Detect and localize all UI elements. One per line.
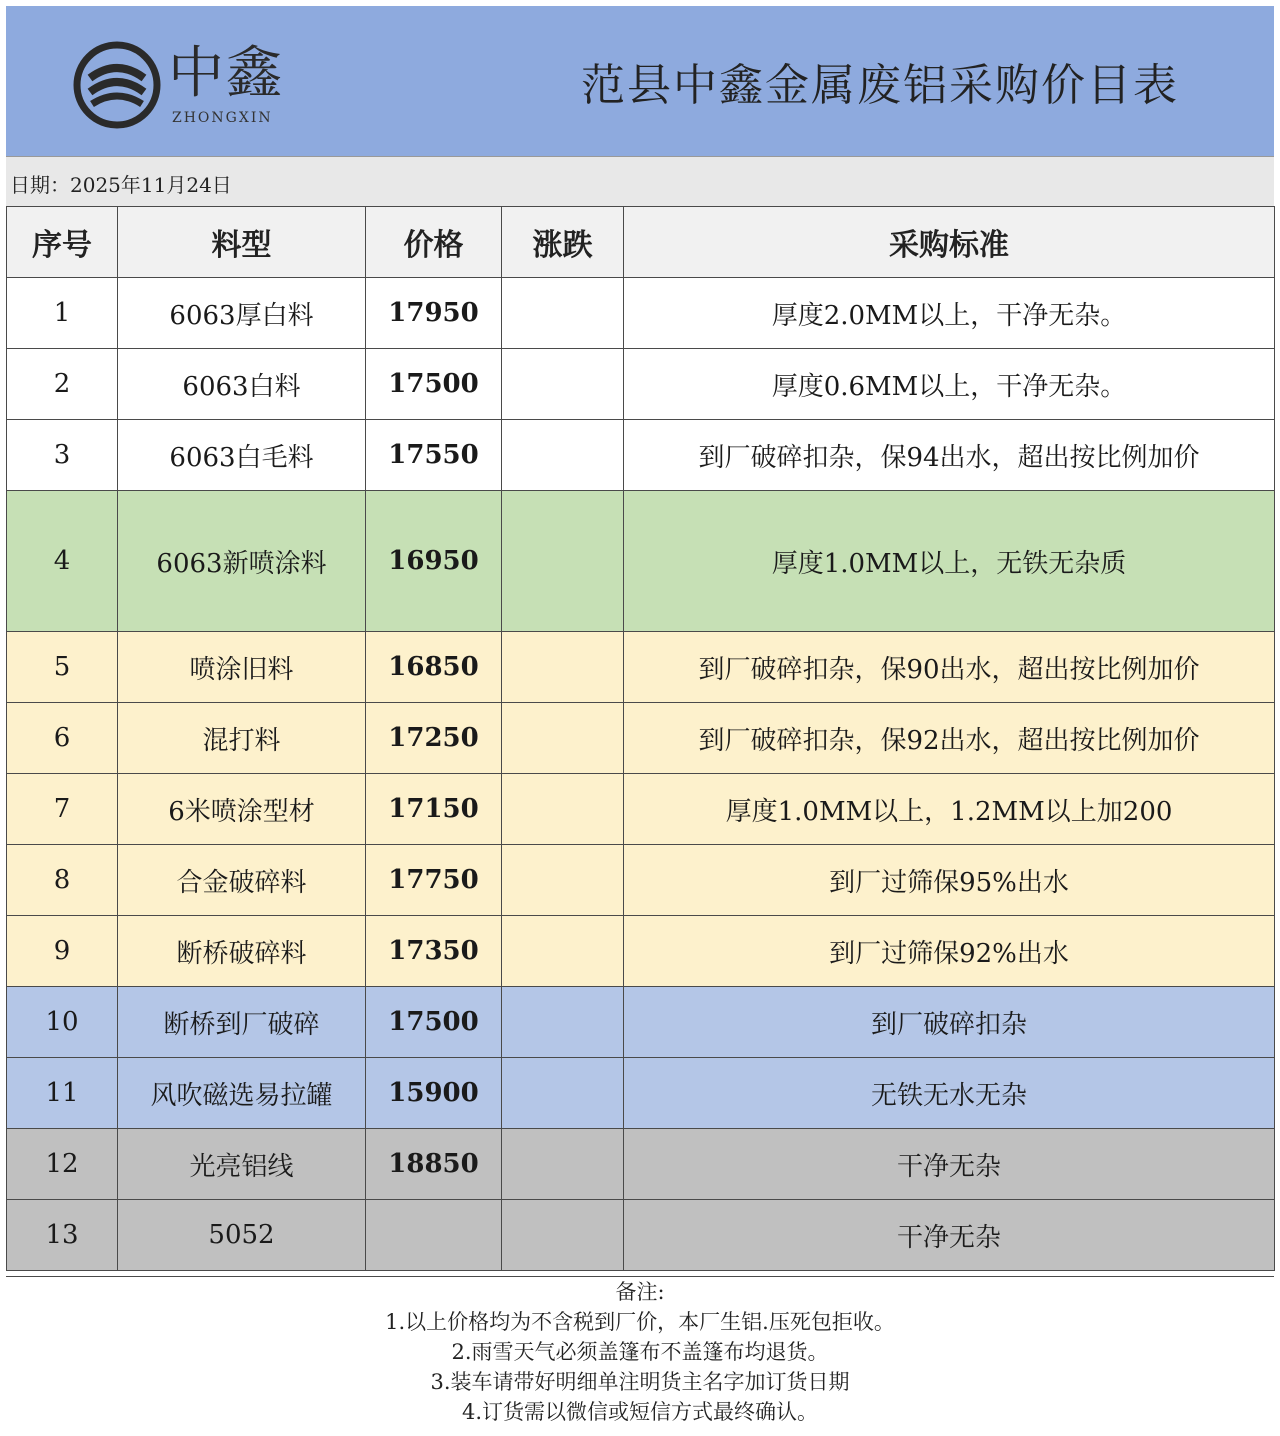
cell-no: 2: [7, 349, 118, 420]
cell-change: [502, 916, 624, 987]
table-row: [7, 349, 1275, 420]
logo-swirl-icon: [72, 40, 162, 130]
cell-standard: 干净无杂: [624, 1200, 1275, 1271]
cell-type: 断桥破碎料: [118, 916, 366, 987]
note-item: 1.以上价格均为不含税到厂价，本厂生铝.压死包拒收。: [385, 1310, 895, 1334]
cell-no: 10: [7, 987, 118, 1058]
date-label: 日期：2025年11月24日: [10, 173, 232, 197]
cell-price: 17950: [366, 278, 502, 349]
cell-price: 16850: [366, 632, 502, 703]
table-row: [7, 916, 1275, 987]
table-row: [7, 278, 1275, 349]
date-row: [6, 156, 1274, 207]
cell-change: [502, 774, 624, 845]
cell-no: 5: [7, 632, 118, 703]
cell-standard: 到厂过筛保95%出水: [624, 845, 1275, 916]
cell-standard: 无铁无水无杂: [624, 1058, 1275, 1129]
cell-no: 4: [7, 491, 118, 632]
cell-type: 混打料: [118, 703, 366, 774]
cell-type: 6063白料: [118, 349, 366, 420]
table-row: [7, 491, 1275, 632]
cell-change: [502, 491, 624, 632]
table-row: [7, 703, 1275, 774]
cell-no: 12: [7, 1129, 118, 1200]
table-row: [7, 1058, 1275, 1129]
table-body: [7, 278, 1275, 1271]
logo-subtitle: ZHONGXIN: [172, 110, 273, 126]
cell-no: 9: [7, 916, 118, 987]
cell-change: [502, 1058, 624, 1129]
cell-price: 16950: [366, 491, 502, 632]
cell-price: 15900: [366, 1058, 502, 1129]
cell-type: 5052: [118, 1200, 366, 1271]
cell-change: [502, 1129, 624, 1200]
cell-standard: 到厂过筛保92%出水: [624, 916, 1275, 987]
cell-price: 17150: [366, 774, 502, 845]
header-no: 序号: [7, 207, 118, 278]
note-item: 4.订货需以微信或短信方式最终确认。: [461, 1400, 819, 1424]
header-standard: 采购标准: [624, 207, 1275, 278]
cell-no: 8: [7, 845, 118, 916]
cell-change: [502, 845, 624, 916]
cell-change: [502, 703, 624, 774]
note-item: 2.雨雪天气必须盖篷布不盖篷布均退货。: [451, 1340, 829, 1364]
cell-no: 7: [7, 774, 118, 845]
company-logo: [72, 40, 302, 130]
header-price: 价格: [366, 207, 502, 278]
table-row: [7, 632, 1275, 703]
table-row: [7, 1129, 1275, 1200]
cell-price: 18850: [366, 1129, 502, 1200]
cell-change: [502, 632, 624, 703]
cell-type: 光亮铝线: [118, 1129, 366, 1200]
logo-text: 中鑫: [168, 41, 284, 106]
cell-no: 6: [7, 703, 118, 774]
cell-standard: 到厂破碎扣杂: [624, 987, 1275, 1058]
cell-type: 断桥到厂破碎: [118, 987, 366, 1058]
cell-no: 11: [7, 1058, 118, 1129]
cell-standard: 厚度0.6MM以上，干净无杂。: [624, 349, 1275, 420]
page-title: 范县中鑫金属废铝采购价目表: [581, 60, 1179, 111]
cell-change: [502, 1200, 624, 1271]
price-table: [6, 206, 1275, 1271]
header-type: 料型: [118, 207, 366, 278]
cell-change: [502, 349, 624, 420]
price-sheet: [6, 6, 1274, 1434]
header-change: 涨跌: [502, 207, 624, 278]
cell-change: [502, 987, 624, 1058]
cell-change: [502, 420, 624, 491]
cell-price: [366, 1200, 502, 1271]
cell-type: 喷涂旧料: [118, 632, 366, 703]
cell-change: [502, 278, 624, 349]
table-row: [7, 1200, 1275, 1271]
cell-type: 6米喷涂型材: [118, 774, 366, 845]
notes-title: 备注:: [615, 1280, 665, 1304]
cell-standard: 厚度2.0MM以上，干净无杂。: [624, 278, 1275, 349]
header-banner: [6, 6, 1274, 156]
cell-no: 3: [7, 420, 118, 491]
cell-price: 17500: [366, 349, 502, 420]
cell-standard: 到厂破碎扣杂，保90出水，超出按比例加价: [624, 632, 1275, 703]
cell-standard: 厚度1.0MM以上，1.2MM以上加200: [624, 774, 1275, 845]
notes-section: [6, 1276, 1274, 1435]
cell-type: 6063厚白料: [118, 278, 366, 349]
cell-price: 17750: [366, 845, 502, 916]
table-row: [7, 987, 1275, 1058]
cell-standard: 厚度1.0MM以上，无铁无杂质: [624, 491, 1275, 632]
cell-no: 1: [7, 278, 118, 349]
cell-standard: 到厂破碎扣杂，保94出水，超出按比例加价: [624, 420, 1275, 491]
cell-type: 6063新喷涂料: [118, 491, 366, 632]
cell-type: 合金破碎料: [118, 845, 366, 916]
cell-no: 13: [7, 1200, 118, 1271]
cell-type: 6063白毛料: [118, 420, 366, 491]
cell-price: 17500: [366, 987, 502, 1058]
cell-standard: 到厂破碎扣杂，保92出水，超出按比例加价: [624, 703, 1275, 774]
cell-price: 17550: [366, 420, 502, 491]
cell-type: 风吹磁选易拉罐: [118, 1058, 366, 1129]
table-header-row: [7, 207, 1275, 278]
table-row: [7, 774, 1275, 845]
note-item: 3.装车请带好明细单注明货主名字加订货日期: [430, 1370, 850, 1394]
cell-price: 17250: [366, 703, 502, 774]
table-row: [7, 420, 1275, 491]
table-row: [7, 845, 1275, 916]
cell-standard: 干净无杂: [624, 1129, 1275, 1200]
cell-price: 17350: [366, 916, 502, 987]
